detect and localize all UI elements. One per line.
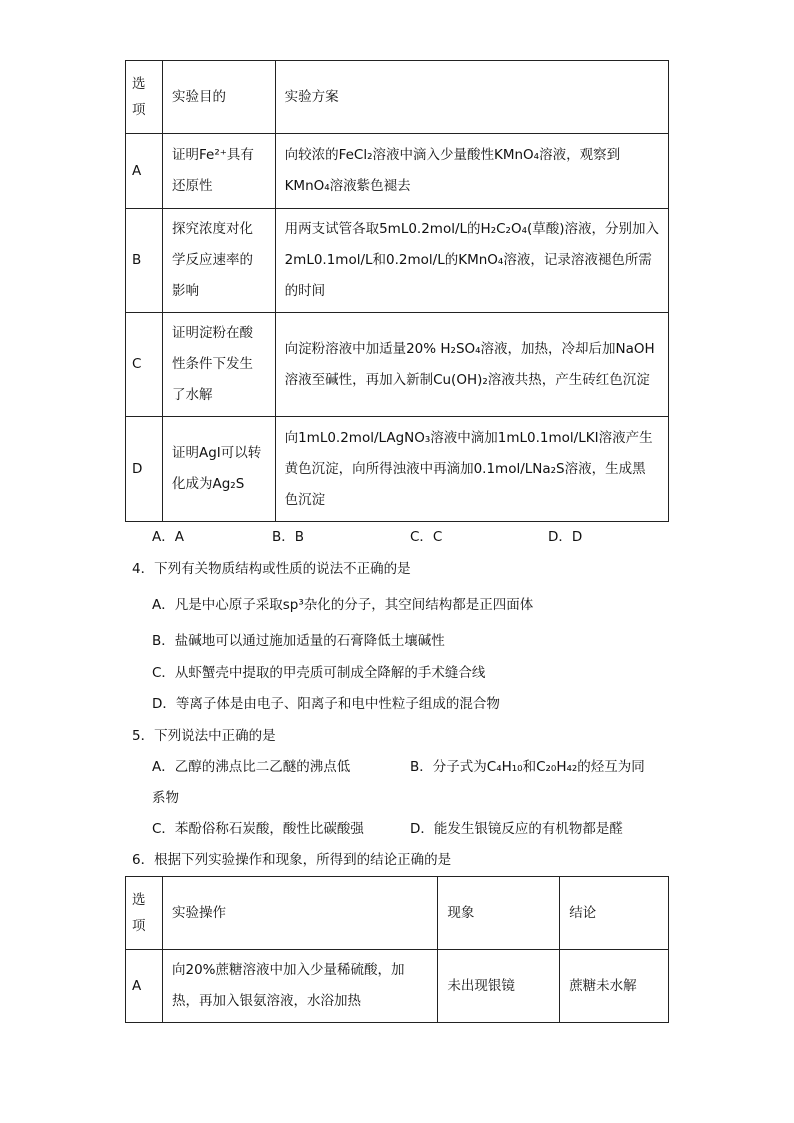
row-option: C [126,313,163,417]
q5-option-a: A．乙醇的沸点比二乙醚的沸点低 [152,759,351,775]
table-header-row [126,61,669,134]
row-option: B [126,209,163,313]
header-conclusion: 结论 [560,877,669,950]
header-option: 选项 [126,61,163,134]
q5-option-b: B．分子式为C₄H₁₀和C₂₀H₄₂的烃互为同 [410,759,645,775]
header-option: 选项 [126,877,163,950]
header-purpose: 实验目的 [163,61,276,134]
row-plan: 向较浓的FeCl₂溶液中滴入少量酸性KMnO₄溶液，观察到KMnO₄溶液紫色褪去 [275,134,668,209]
q5-option-b-continued: 系物 [152,790,179,806]
table-row [126,209,669,313]
header-phenomenon: 现象 [438,877,560,950]
row-purpose: 探究浓度对化学反应速率的影响 [163,209,276,313]
row-plan: 向淀粉溶液中加适量20% H₂SO₄溶液，加热，冷却后加NaOH溶液至碱性，再加入新制Cu(OH)₂溶液共热，产生砖红色沉淀 [275,313,668,417]
table-row [126,313,669,417]
table-header-row [126,877,669,950]
choice-d: D．D [548,529,583,545]
row-phenomenon: 未出现银镜 [438,950,560,1023]
table-row [126,950,669,1023]
row-purpose: 证明Fe²⁺具有还原性 [163,134,276,209]
experiment-table-2 [125,876,669,1023]
choice-c: C．C [410,529,443,545]
q4-option-d: D．等离子体是由电子、阳离子和电中性粒子组成的混合物 [152,696,500,712]
question-6-stem: 6．根据下列实验操作和现象，所得到的结论正确的是 [132,852,452,868]
header-operation: 实验操作 [163,877,438,950]
choice-a: A．A [152,529,184,545]
q4-option-b: B．盐碱地可以通过施加适量的石膏降低土壤碱性 [152,633,445,649]
row-option: D [126,417,163,522]
row-operation: 向20%蔗糖溶液中加入少量稀硫酸，加热，再加入银氨溶液，水浴加热 [163,950,438,1023]
q5-option-d: D．能发生银镜反应的有机物都是醛 [410,821,623,837]
row-purpose: 证明淀粉在酸性条件下发生了水解 [163,313,276,417]
row-plan: 用两支试管各取5mL0.2mol/L的H₂C₂O₄(草酸)溶液，分别加入2mL0.1mol/L和0.2mol/L的KMnO₄溶液，记录溶液褪色所需的时间 [275,209,668,313]
q4-option-c: C．从虾蟹壳中提取的甲壳质可制成全降解的手术缝合线 [152,665,486,681]
experiment-table-1 [125,60,669,522]
choice-b: B．B [272,529,305,545]
table-row [126,417,669,522]
row-purpose: 证明AgI可以转化成为Ag₂S [163,417,276,522]
row-conclusion: 蔗糖未水解 [560,950,669,1023]
row-option: A [126,134,163,209]
header-plan: 实验方案 [275,61,668,134]
question-4-stem: 4．下列有关物质结构或性质的说法不正确的是 [132,561,411,577]
q5-option-c: C．苯酚俗称石炭酸，酸性比碳酸强 [152,821,364,837]
question-5-stem: 5．下列说法中正确的是 [132,728,276,744]
table-row [126,134,669,209]
row-plan: 向1mL0.2mol/LAgNO₃溶液中滴加1mL0.1mol/LKI溶液产生黄色沉淀，向所得浊液中再滴加0.1mol/LNa₂S溶液，生成黑色沉淀 [275,417,668,522]
row-option: A [126,950,163,1023]
q4-option-a: A．凡是中心原子采取sp³杂化的分子，其空间结构都是正四面体 [152,597,534,613]
